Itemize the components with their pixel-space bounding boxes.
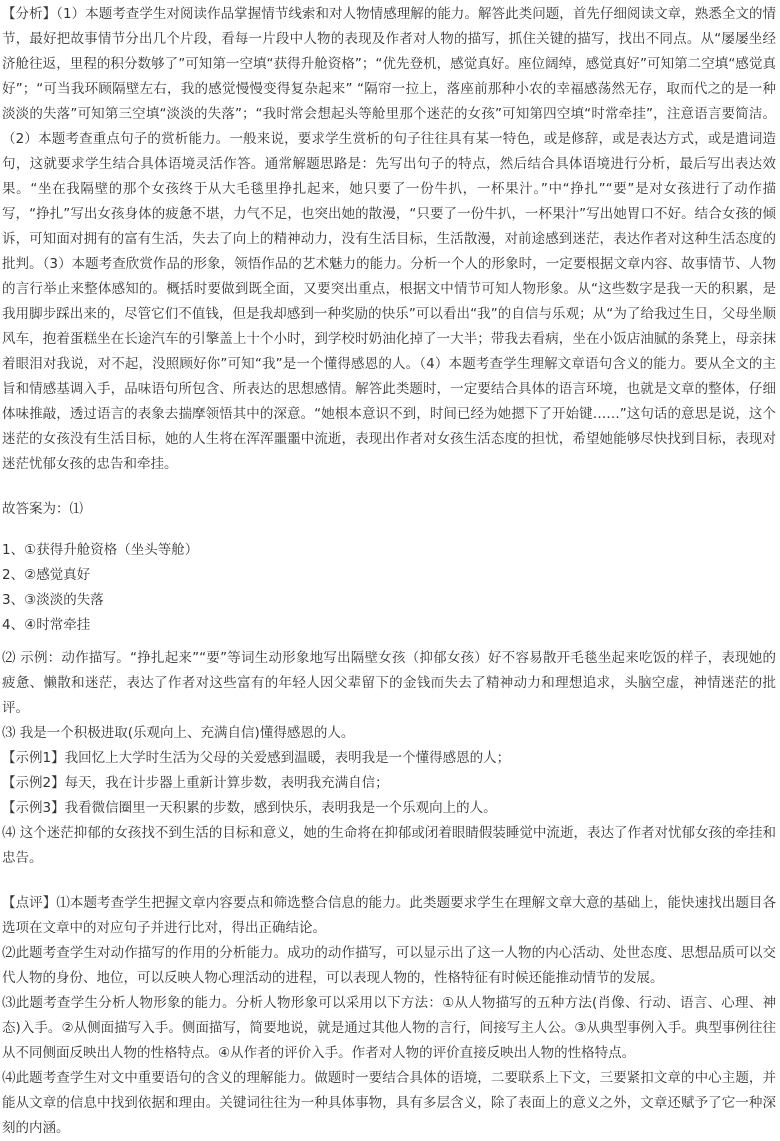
answer-item-3: 3、③淡淡的失落	[2, 592, 104, 608]
example-3: 【示例3】我看微信圈里一天积累的步数，感到快乐，表明我是一个乐观向上的人。	[2, 800, 497, 816]
comment-3: ⑶此题考查学生分析人物形象的能力。分析人物形象可以采用以下方法：①从人物描写的五种方法(肖像、行动、语言、心理、神态)入手。②从侧面描写入手。侧面描写，简要地说，就是通过其他人物的言行，间接写主人公。③从典型事例入手。典型事例往往从不同侧面反映出人物的性格特点。④从作者的评价入手。作者对人物的评价直接反映出人物的性格特点。	[2, 995, 776, 1061]
answer-item-1: 1、①获得升舱资格（坐头等舱）	[2, 542, 199, 558]
example-2: 【示例2】每天，我在计步器上重新计算步数，表明我充满自信；	[2, 775, 389, 791]
comment-4: ⑷此题考查学生对文中重要语句的含义的理解能力。做题时一要结合具体的语境，二要联系上下文，三要紧扣文章的中心主题，并能从文章的信息中找到依据和理由。关键词往往为一种具体事物，具有多层含义，除了表面上的意义之外，文章还赋予了它一种深刻的内涵。	[2, 1070, 776, 1136]
analysis-paragraph: 【分析】（1）本题考查学生对阅读作品掌握情节线索和对人物情感理解的能力。解答此类问题，首先仔细阅读文章，熟悉全文的情节，最好把故事情节分出几个片段，看每一片段中人物的表现及作者对人物的描写，抓住关键的描写，找出不同点。从“屡屡坐经济舱往返，里程的积分数够了”可知第一空填“获得升舱资格”；“优先登机，感觉真好。座位阔绰，感觉真好”可知第二空填“感觉真好”；“可当我环顾隔壁左右，我的感觉慢慢变得复杂起来” “隔帘一拉上，落座前那种小农的幸福感荡然无存，取而代之的是一种淡淡的失落”可知第三空填“淡淡的失落”；“我时常会想起头等舱里那个迷茫的女孩”可知第四空填“时常牵挂”，注意语言要简洁。（2）本题考查重点句子的赏析能力。一般来说，要求学生赏析的句子往往具有某一特色，或是修辞，或是表达方式，或是遣词造句，这就要求学生结合具体语境灵活作答。通常解题思路是：先写出句子的特点，然后结合具体语境进行分析，最后写出表达效果。“坐在我隔壁的那个女孩终于从大毛毯里挣扎起来，她只要了一份牛扒，一杯果汁。”中“挣扎”“要”是对女孩进行了动作描写，“挣扎”写出女孩身体的疲惫不堪，力气不足，也突出她的散漫，“只要了一份牛扒，一杯果汁”写出她胃口不好。结合女孩的倾诉，可知面对拥有的富有生活，失去了向上的精神动力，没有生活目标，生活散漫，对前途感到迷茫，表达作者对这种生活态度的批判。（3）本题考查欣赏作品的形象，领悟作品的艺术魅力的能力。分析一个人的形象时，一定要根据文章内容、故事情节、人物的言行举止来整体感知的。概括时要做到既全面，又要突出重点，根据文中情节可知人物形象。从“这些数字是我一天的积累，是我用脚步踩出来的，尽管它们不值钱，但是我却感到一种奖励的快乐”可以看出“我”的自信与乐观；从“为了给我过生日，父母坐顺风车，抱着蛋糕坐在长途汽车的引擎盖上十个小时，到学校时奶油化掉了一大半；带我去看病，坐在小饭店油腻的条凳上，母亲抹着眼泪对我说，对不起，没照顾好你”可知“我”是一个懂得感恩的人。（4）本题考查学生理解文章语句含义的能力。要从全文的主旨和情感基调入手，品味语句所包含、所表达的思想感情。解答此类题时，一定要结合具体的语言环境，也就是文章的整体，仔细体味推敲，透过语言的表象去揣摩领悟其中的深意。“她根本意识不到，时间已经为她摁下了开始键……”这句话的意思是说，这个迷茫的女孩没有生活目标，她的人生将在浑浑噩噩中流逝，表现出作者对女孩生活态度的担忧，希望她能够尽快找到目标，表现对迷茫忧郁女孩的忠告和牵挂。	[2, 6, 776, 472]
answer-list	[2, 538, 776, 638]
answer-4-paragraph: ⑷ 这个迷茫抑郁的女孩找不到生活的目标和意义，她的生命将在抑郁或闭着眼睛假装睡觉中流逝，表达了作者对忧郁女孩的牵挂和忠告。	[2, 825, 776, 866]
comment-2: ⑵此题考查学生对动作描写的作用的分析能力。成功的动作描写，可以显示出了这一人物的内心活动、处世态度、思想品质可以交代人物的身份、地位，可以反映人物心理活动的进程，可以表现人物的，性格特征有时候还能推动情节的发展。	[2, 945, 776, 986]
answer-item-2: 2、②感觉真好	[2, 567, 91, 583]
answer-item-4: 4、④时常牵挂	[2, 617, 91, 633]
answer-2-paragraph: ⑵ 示例：动作描写。“挣扎起来”“要”等词生动形象地写出隔壁女孩（抑郁女孩）好不容易散开毛毯坐起来吃饭的样子，表现她的疲惫、懒散和迷茫，表达了作者对这些富有的年轻人因父辈留下的金钱而失去了精神动力和理想追求，头脑空虚，神情迷茫的批评。	[2, 650, 776, 716]
comment-1: 【点评】⑴本题考查学生把握文章内容要点和筛选整合信息的能力。此类题要求学生在理解文章大意的基础上，能快速找出题目各选项在文章中的对应句子并进行比对，得出正确结论。	[2, 895, 776, 936]
answer-3-line: ⑶ 我是一个积极进取(乐观向上、充满自信)懂得感恩的人。	[2, 725, 355, 741]
answer-intro: 故答案为：⑴	[2, 501, 83, 517]
example-1: 【示例1】我回忆上大学时生活为父母的关爱感到温暖，表明我是一个懂得感恩的人；	[2, 750, 511, 766]
